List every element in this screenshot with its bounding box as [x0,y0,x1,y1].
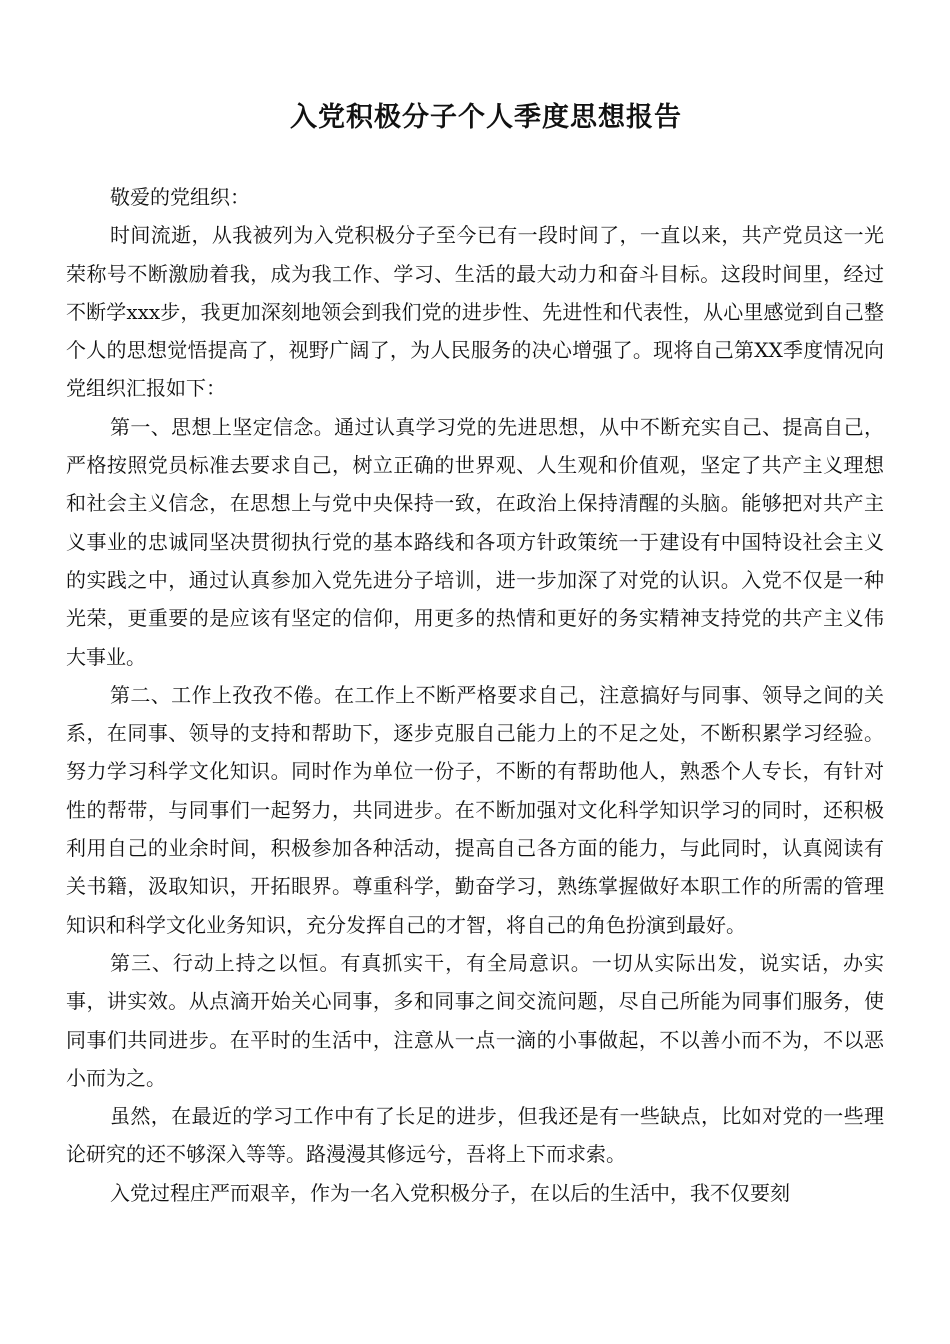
paragraph-closing: 入党过程庄严而艰辛，作为一名入党积极分子，在以后的生活中，我不仅要刻 [110,1180,790,1205]
paragraph-work: 第二、工作上孜孜不倦。在工作上不断严格要求自己，注意搞好与同事、领导之间的关系，在同事、领导的支持和帮助下，逐步克服自己能力上的不足之处，不断积累学习经验。努力学习科学文化知识。同时作为单位一份子，不断的有帮助他人，熟悉个人专长，有针对性的帮带，与同事们一起努力，共同进步。在不断加强对文化科学知识学习的同时，还积极利用自己的业余时间，积极参加各种活动，提高自己各方面的能力，与此同时，认真阅读有关书籍，汲取知识，开拓眼界。尊重科学，勤奋学习，熟练掌握做好本职工作的所需的管理知识和科学文化业务知识，充分发挥自己的才智，将自己的角色扮演到最好。 [66,682,884,937]
paragraph-ideology: 第一、思想上坚定信念。通过认真学习党的先进思想，从中不断充实自己、提高自己，严格按照党员标准去要求自己，树立正确的世界观、人生观和价值观，坚定了共产主义理想和社会主义信念，在思想上与党中央保持一致，在政治上保持清醒的头脑。能够把对共产主义事业的忠诚同坚决贯彻执行党的基本路线和各项方针政策统一于建设有中国特设社会主义的实践之中，通过认真参加入党先进分子培训，进一步加深了对党的认识。入党不仅是一种光荣，更重要的是应该有坚定的信仰，用更多的热情和更好的务实精神支持党的共产主义伟大事业。 [66,414,884,669]
document-page [66,98,884,1212]
paragraph-shortcomings: 虽然，在最近的学习工作中有了长足的进步，但我还是有一些缺点，比如对党的一些理论研究的还不够深入等等。路漫漫其修远兮，吾将上下而求索。 [66,1104,884,1167]
salutation: 敬爱的党组织： [110,185,250,209]
document-title: 入党积极分子个人季度思想报告 [290,102,682,133]
paragraph-intro: 时间流逝，从我被列为入党积极分子至今已有一段时间了，一直以来，共产党员这一光荣称号不断激励着我，成为我工作、学习、生活的最大动力和奋斗目标。这段时间里，经过不断学xxx步，我更加深刻地领会到我们党的进步性、先进性和代表性，从心里感觉到自己整个人的思想觉悟提高了，视野广阔了，为人民服务的决心增强了。现将自己第XX季度情况向党组织汇报如下： [66,223,884,401]
paragraph-action: 第三、行动上持之以恒。有真抓实干，有全局意识。一切从实际出发，说实话，办实事，讲实效。从点滴开始关心同事，多和同事之间交流问题，尽自己所能为同事们服务，使同事们共同进步。在平时的生活中，注意从一点一滴的小事做起，不以善小而不为，不以恶小而为之。 [66,950,884,1090]
